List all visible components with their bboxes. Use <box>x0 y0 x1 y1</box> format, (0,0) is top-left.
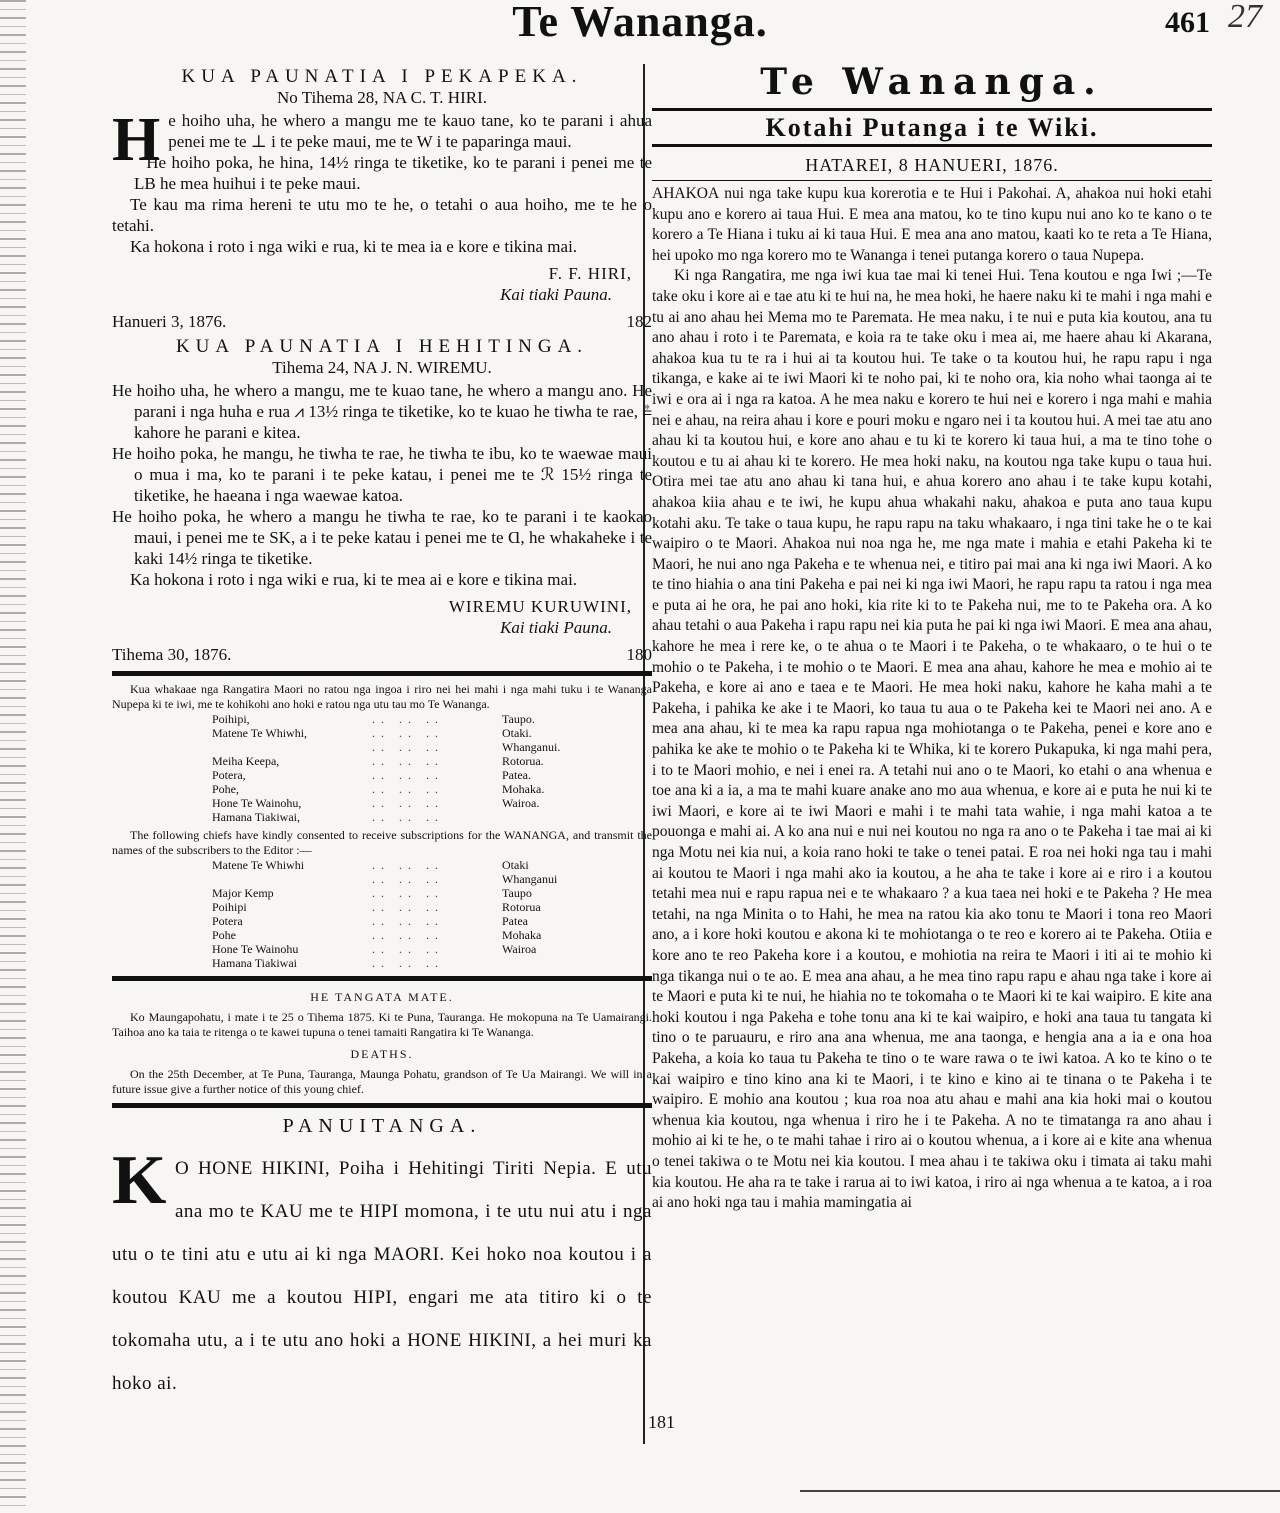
chief-row <box>112 726 652 740</box>
editorial-body <box>652 184 1212 1214</box>
issue-banner: Kotahi Putanga i te Wiki. <box>652 108 1212 147</box>
chief-row <box>112 712 652 726</box>
chief-place: Wairoa. <box>502 796 540 810</box>
pound-notice-hehitinga <box>112 336 652 665</box>
chief-name <box>112 740 372 754</box>
section-rule <box>112 671 652 676</box>
chief-row <box>112 942 652 956</box>
notice-date: Tihema 30, 1876. <box>112 645 232 664</box>
chief-name: Hone Te Wainohu, <box>212 796 302 810</box>
section-rule <box>652 180 1212 181</box>
notice-paragraph: Te kau ma rima hereni te utu mo te he, o tetahi o aua hoiho, me te he o tetahi. <box>112 195 652 235</box>
chief-name: Major Kemp <box>212 886 274 900</box>
advertisement-text: O HONE HIKINI, Poiha i Hehitingi Tiriti Nepia. E utu ana mo te KAU me te HIPI momona, i te utu nui atu i nga utu o te tini atu e utu ai ki nga MAORI. Kei hoko noa koutou i a koutou KAU me a koutou HIPI, engari me ata titiro ki o te tokomaha utu, a i te utu ano hoki a HONE HIKINI, a hei muri ka hoko ai. <box>112 1158 652 1394</box>
chief-place: Rotorua <box>502 900 541 914</box>
chief-row <box>112 754 652 768</box>
editorial-paragraph <box>652 184 1212 266</box>
chief-name: Potera, <box>212 768 246 782</box>
chief-place: Otaki <box>502 858 529 872</box>
editorial-lead-word: AHAKOA <box>652 185 720 202</box>
chief-place: Taupo <box>502 886 532 900</box>
left-column <box>112 66 652 1405</box>
notice-paragraph: Ka hokona i roto i nga wiki e rua, ki te mea ia e kore e tikina mai. <box>130 237 578 256</box>
chief-name: Matene Te Whiwhi <box>212 858 305 872</box>
notice-subheading: No Tihema 28, NA C. T. HIRI. <box>276 88 487 107</box>
chief-row <box>112 886 652 900</box>
chief-place: Mohaka. <box>502 782 545 796</box>
chief-place: Mohaka <box>502 928 542 942</box>
right-column <box>652 62 1212 1214</box>
chief-place: Rotorua. <box>502 754 544 768</box>
advertisement-body <box>112 1142 652 1405</box>
leader-dots: .. .. .. <box>372 740 444 754</box>
issue-date: HATAREI, 8 HANUERI, 1876. <box>805 155 1059 175</box>
editorial-text: nui nga take kupu kua korerotia e te Hui i Pakohai. A, ahakoa nui hoki etahi kupu ano e korero ai taua Hui. E mea ana matou, ko te tino kupu nui ano ko te kano o te korero a Te Hiana i tuku ai ki taua Hui. E mea ana ano matou, kaati ko te reta a Te Hiana, hei upoko mo nga korero mo te Wananga i tenei putanga korero o taua Nupepa. <box>652 185 1212 264</box>
section-rule <box>112 1103 652 1108</box>
notice-date-line <box>112 644 652 665</box>
chief-name: Poihipi <box>212 900 247 914</box>
notice-number: 182 <box>626 312 652 331</box>
chief-row <box>112 796 652 810</box>
handwritten-page-mark: 27 <box>1228 0 1262 35</box>
leader-dots: .. .. .. <box>372 712 444 726</box>
chief-place: Patea <box>502 914 528 928</box>
pound-notice-pekapeka <box>112 66 652 332</box>
notice-subheading: Tihema 24, NA J. N. WIREMU. <box>272 358 492 377</box>
chief-row <box>112 914 652 928</box>
chief-row <box>112 956 652 970</box>
notice-heading: KUA PAUNATIA I HEHITINGA. <box>175 336 589 357</box>
chief-row <box>112 768 652 782</box>
leader-dots: .. .. .. <box>372 886 444 900</box>
leader-dots: .. .. .. <box>372 900 444 914</box>
scan-edge-noise <box>0 0 26 1513</box>
deaths-heading-maori: HE TANGATA MATE. <box>310 990 454 1004</box>
chiefs-list-english <box>112 858 652 970</box>
leader-dots: .. .. .. <box>372 810 444 824</box>
leader-dots: .. .. .. <box>372 942 444 956</box>
panuitanga-advertisement <box>112 1116 652 1405</box>
chief-name: Hamana Tiakiwai <box>212 956 297 970</box>
chief-row <box>112 872 652 886</box>
leader-dots: .. .. .. <box>372 928 444 942</box>
chief-name: Pohe <box>212 928 236 942</box>
leader-dots: .. .. .. <box>372 956 444 970</box>
chief-name <box>112 872 372 886</box>
chief-place: Whanganui. <box>502 740 561 754</box>
signature-title: Kai tiaki Pauna. <box>500 618 612 637</box>
notice-paragraph: Ka hokona i roto i nga wiki e rua, ki te mea ai e kore e tikina mai. <box>130 570 578 589</box>
notice-paragraph: He hoiho poka, he mangu, he tiwha te rae, he tiwha te ibu, ko te waewae maui o mua i ma, ko te parani i te peke katau, i penei me te ℛ 15½ ringa te tiketike, he haeana i nga waewae katoa. <box>112 444 652 505</box>
chief-name: Meiha Keepa, <box>212 754 280 768</box>
chief-name: Potera <box>212 914 243 928</box>
drop-cap: H <box>112 106 161 174</box>
deaths-heading-english: DEATHS. <box>350 1047 414 1061</box>
chief-name: Hamana Tiakiwai, <box>212 810 300 824</box>
notice-date: Hanueri 3, 1876. <box>112 312 227 331</box>
chief-name: Hone Te Wainohu <box>212 942 299 956</box>
notice-paragraph: He hoiho poka, he hina, 14½ ringa te tiketike, ko te parani i penei me te LB he mea huihui i te peke maui. <box>134 153 652 193</box>
drop-cap: K <box>112 1142 167 1219</box>
signature-name: F. F. HIRI, <box>548 264 632 283</box>
chief-place: Patea. <box>502 768 531 782</box>
chief-place: Wairoa <box>502 942 537 956</box>
notice-number: 180 <box>626 645 652 664</box>
chief-place <box>502 956 652 970</box>
deaths-text-english: On the 25th December, at Te Puna, Tauranga, Maunga Pohatu, grandson of Te Ua Mairangi. We will in a future issue give a further notice of this young chief. <box>112 1067 652 1096</box>
chief-place: Otaki. <box>502 726 532 740</box>
leader-dots: .. .. .. <box>372 914 444 928</box>
chiefs-subscription-notice <box>112 682 652 970</box>
leader-dots: .. .. .. <box>372 768 444 782</box>
chief-name: Pohe, <box>212 782 239 796</box>
leader-dots: .. .. .. <box>372 782 444 796</box>
paper-title: Te Wananga. <box>760 61 1104 103</box>
chief-place <box>502 810 652 824</box>
notice-paragraph: e hoiho uha, he whero a mangu me te kauo tane, ko te parani i ahua penei me te ⊥ i te peke maui, me te W i te paparinga maui. <box>168 111 652 151</box>
bottom-rule <box>800 1490 1280 1492</box>
notice-paragraph: He hoiho poka, he whero a mangu he tiwha te rae, ko te parani i te kaokao maui, i penei me te SK, a i te peke katau i penei me te Ɑ, he whakaheke i te kaki 14½ ringa te tiketike. <box>112 507 652 568</box>
signature-title: Kai tiaki Pauna. <box>500 285 612 304</box>
notice-paragraph: He hoiho uha, he whero a mangu, me te kuao tane, he whero a mangu ano. He parani i nga huha e rua ⩘ 13½ ringa te tiketike, ko te kuao he tiwha te rae, ⩮ kahore he parani e kitea. <box>112 381 652 442</box>
notice-date-line <box>112 311 652 332</box>
deaths-text-maori: Ko Maungapohatu, i mate i te 25 o Tihema 1875. Ki te Puna, Tauranga. He mokopuna na Te Uamairangi. Taihoa ano ka taia te ritenga o te kawei tupuna o tenei tamaiti Rangatira ki Te Wananga. <box>112 1010 652 1039</box>
chief-row <box>112 740 652 754</box>
chief-row <box>112 928 652 942</box>
signature-name: WIREMU KURUWINI, <box>448 597 632 616</box>
chief-place: Whanganui <box>502 872 558 886</box>
chief-row <box>112 782 652 796</box>
leader-dots: .. .. .. <box>372 858 444 872</box>
masthead: Te Wananga. <box>512 0 768 46</box>
leader-dots: .. .. .. <box>372 796 444 810</box>
chiefs-list-maori <box>112 712 652 824</box>
notice-heading: KUA PAUNATIA I PEKAPEKA. <box>181 66 583 87</box>
chief-row <box>112 900 652 914</box>
chief-name: Poihipi, <box>212 712 250 726</box>
page-number: 461 <box>1165 6 1210 39</box>
chiefs-intro-english: The following chiefs have kindly consented to receive subscriptions for the WANANGA, and transmit the names of the subscribers to the Editor :— <box>112 828 652 857</box>
leader-dots: .. .. .. <box>372 872 444 886</box>
section-rule <box>112 976 652 981</box>
leader-dots: .. .. .. <box>372 754 444 768</box>
chiefs-intro-maori: Kua whakaae nga Rangatira Maori no ratou nga ingoa i riro nei hei mahi i nga mahi tuku i te Wananga Nupepa ki te iwi, me te kohikohi ano hoki e ratou nga utu tau mo Te Wananga. <box>112 682 652 711</box>
footer-number: 181 <box>648 1412 675 1432</box>
chief-row <box>112 858 652 872</box>
advertisement-heading: PANUITANGA. <box>282 1115 482 1137</box>
chief-place: Taupo. <box>502 712 535 726</box>
deaths-notice <box>112 987 652 1097</box>
chief-name: Matene Te Whiwhi, <box>212 726 308 740</box>
editorial-paragraph: Ki nga Rangatira, me nga iwi kua tae mai ki tenei Hui. Tena koutou e nga Iwi ;—Te take oku i kore ai e tae atu ki te hui na, he mea hoki, he haere naku ki te mahi i nga mahi e tu ai ano ahau hei Mema mo te Paremata. He mea naku, i te nui e puta kia koutou, ana tu ano ahau i roto i te Paremata, e koia ra te take oku i mea ai, me haere ahau ki Akarana, ahakoa kua tu te ra i hui ai ta koutou hui. Te take o ta koutou hui, he rapu rapu i nga tikanga, e kake ai te iwi Maori ki te noho pai, ki te noho ora, kia noho whai taonga ai te iwi e ora ai i nga ra katoa. A he mea naku e korero te hui nei e korero i nga mahi e mahia nei e ahau, na reira ahau i kore e pouri moku e ngaro nei i ta koutou hui. A mei tae atu ano ahau ki ta koutou hui, e kore ano ahau e tu ki te korero ki taua hui, a ma te tino tohe o koutou e tu ai ahau ki te korero. He mea hoki naku, na koutou nga take kupu o taua hui. Otira mei tae atu ano ahau ki tana hui, e ahua korero ano ahau i te take kupu kotahi, ahakoa kiia ahau e te iwi, he kupu ahua whakahi naku, ahakoa e puta ano taua kupu kotahi aku. Te take o taua kupu, he rapu rapu na taku whakaaro, i nga tini take he o te kai waipiro o te Maori. Ahakoa nui noa nga he, me nga mate i mahia e etahi Pakeha ki te Maori, he nui ano nga Pakeha e te whenua nei, e titiro pai mai ana ki nga iwi Maori. A ko te tino hiahia o ana tini Pakeha e pai nei ki nga iwi Maori, he rapu rapu ta ratou i nga mea e puta ai he ora, he pai ano hoki, kia rite ki to te Pakeha nui, me to te Pakeha ora. A ko ahau tetahi o aua Pakeha i rapu rapu nei kia puta he pai ki nga iwi Maori. E mea ana ahau, kahore he mea i rere ke, o te ahua o te Maori i te Pakeha, o te whakaaro, o te hui o te mohio o te Pakeha, i te mohio o te Maori. E mea ana ahau, kahore he mea e mohio ai te Pakeha, e kore ai ano e taea e te Maori. He mea hoki naku, kahore he kaha mahi a te Pakeha, i pahika ke ake i te Maori, ko taua tu aua o te Pakeha kei te Maori nei ano. A e mea ana ahau, ki te mea ka rapu rapua nga mohiotanga o te Pakeha, penei e kore ano e pahika ke ake te mohio o te Pakeha ki te Whika, ki te korero Pukapuka, ki nga mahi pera, i to te Maori mohio, e nei i enei ra. A tetahi nui ano o te Maori, ko etahi o ana whenua e toe ana ki a ia, a ma te mahi kuare anake ano mo aua whenua, e kore ai e puta he nui ki te iwi Maori, e kore ai te iwi Maori e mahi i te mahi tata wahie, i nga mahi katoa a te pouonga e mahi ai. A ko ana nui e nui nei koutou no nga ra ano o te Pakeha i tae mai ai ki nga Motu nei kia nui, a koia rano hoki te take o tenei patai. E roa nei hoki nga tau i mahi ai koutou te Maori i nga mahi ako ia koutou, a he aha te take i kore ai e riro i a koutou tetahi mea nui e rapu rapua nei e te whakaaro ? a kua taea nei hoki e te Pakeha ? He mea tetahi, na nga Minita o to Hahi, he mea na ratou kia ako tonu te Maori i tona reo Maori ano, a i kore hoki koutou e akona ki te mohiotanga o te reo e korero ai te Pakeha. Otiia e kore ano te reo Pakeha kore i a koutou, e mohiotia na reira te Maori i iti ai te mohio ki nga tikanga nui o te ao. E mea ana ahau, a he mea tino rapu rapu e ahau nga take i kore ai te Maori e puta ki te nui, he hiahia no te tokomaha o te Maori ki te kai waipiro. E kite ana hoki koutou i nga Pakeha e tohe tonu ana ki te kai waipiro, e hoki ana taua tu tangata ki tino o te paruauru, e riro ana ana whenua, me ana taonga, e hengia ana a ia e ona hoa Pakeha, a koia ko taua tu Pakeha te tino o te ware rawa o te iwi katoa. A ko te kino o te kai waipiro e tino kino ana ki te Maori, i te kino e kino ai te tinana o te Pakeha i te waipiro. E mohio ana koutou ; kua roa noa atu ahau e mahi ana kia hoki mai o koutou whenua kia koutou, nga whenua i riro he i te Pakeha. A no te timatanga ra ano ahau i mohio ai ki te he, o te mahi tahae i riro ai o koutou whenua, a i kore ai e kite ana whenua o tenei takiwa o te Motu nei kia koutou. I mea ahau i te takiwa oku i timata ai taku mahi kia koutou. He aha ra te take i rarua ai to iwi katoa, i riro ai nga whenua a te katoa, a i roa ai ano hoki nga tau i mahia mamingatia ai <box>652 267 1212 1212</box>
chief-row <box>112 810 652 824</box>
leader-dots: .. .. .. <box>372 726 444 740</box>
